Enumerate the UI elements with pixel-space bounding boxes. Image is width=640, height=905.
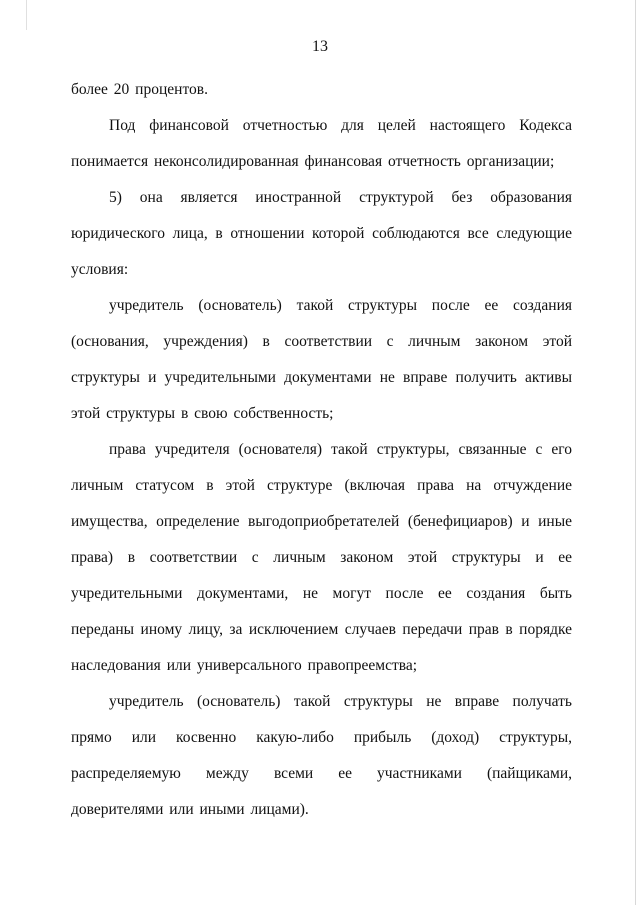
page-number: 13 xyxy=(312,38,328,55)
page-content xyxy=(71,72,572,828)
paragraph: права учредителя (основателя) такой структуры, связанные с его личным статусом в этой структуре (включая права на отчуждение имущества, определение выгодоприобретателей (бенефициаров) и иные права) в соответствии с личным законом этой структуры и ее учредительными документами, не могут после ее создания быть переданы иному лицу, за исключением случаев передачи прав в порядке наследования или универсального правопреемства; xyxy=(71,441,572,674)
paragraph: учредитель (основатель) такой структуры не вправе получать прямо или косвенно какую-либо прибыль (доход) структуры, распределяемую между всеми ее участниками (пайщиками, доверителями или иными лицами). xyxy=(71,693,572,818)
paragraph: более 20 процентов. xyxy=(71,81,208,98)
scan-artifact-line xyxy=(635,0,636,905)
scan-artifact-line xyxy=(26,0,27,30)
paragraph: учредитель (основатель) такой структуры после ее создания (основания, учреждения) в соответствии с личным законом этой структуры и учредительными документами не вправе получить активы этой структуры в свою собственность; xyxy=(71,297,572,422)
paragraph: Под финансовой отчетностью для целей настоящего Кодекса понимается неконсолидированная финансовая отчетность организации; xyxy=(71,117,572,170)
paragraph: 5) она является иностранной структурой без образования юридического лица, в отношении которой соблюдаются все следующие условия: xyxy=(71,189,572,278)
